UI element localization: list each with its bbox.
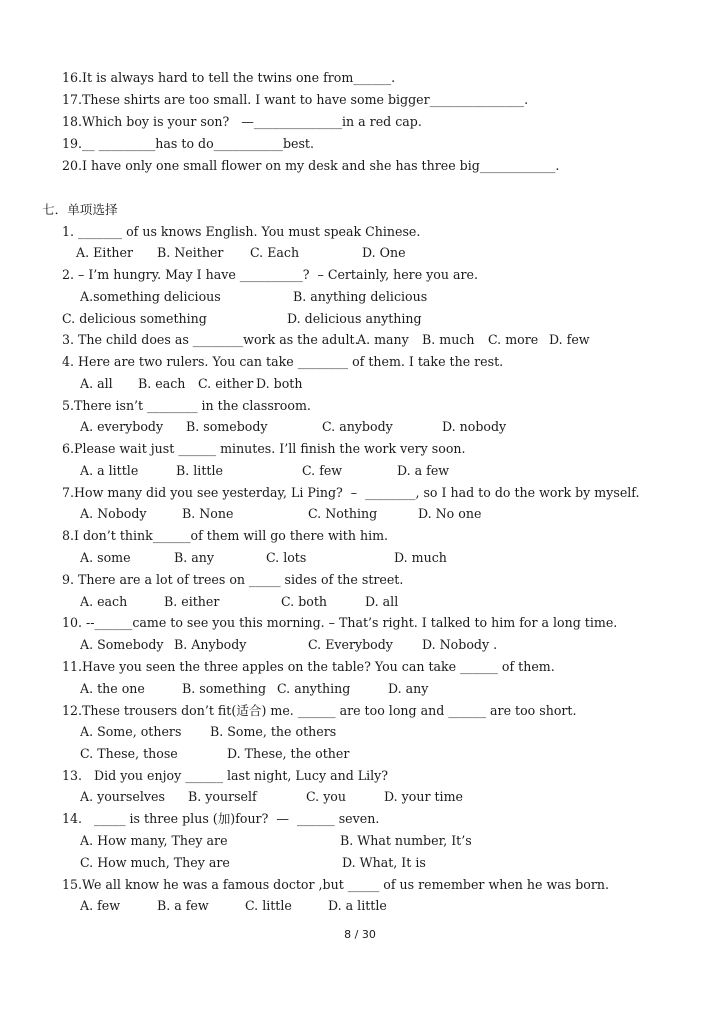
question-1-option-c: C. Each — [250, 245, 300, 260]
question-13-option-c: C. you — [306, 789, 347, 804]
question-14-stem: 14. _____ is three plus (加)four? — ______ seven. — [62, 811, 380, 826]
question-7-option-b: B. None — [182, 506, 234, 521]
question-2-option-d: D. delicious anything — [287, 311, 422, 326]
fill-in-19: 19.__ _________has to do___________best. — [62, 136, 314, 151]
question-9-option-a: A. each — [80, 594, 128, 609]
question-3-option-c: C. more — [488, 332, 539, 347]
question-11-option-a: A. the one — [80, 681, 145, 696]
fill-in-16: 16.It is always hard to tell the twins one from______. — [62, 70, 396, 85]
question-7-option-a: A. Nobody — [80, 506, 147, 521]
question-1-option-b: B. Neither — [157, 245, 224, 260]
question-8-option-c: C. lots — [266, 550, 307, 565]
question-15-option-c: C. little — [245, 898, 292, 913]
question-7-option-c: C. Nothing — [308, 506, 378, 521]
question-10-option-c: C. Everybody — [308, 637, 393, 652]
question-2-option-c: C. delicious something — [62, 311, 207, 326]
question-3-stem: 3. The child does as ________work as the adult. — [62, 332, 359, 347]
question-12-option-b: B. Some, the others — [210, 724, 337, 739]
question-1-stem: 1. _______ of us knows English. You must speak Chinese. — [62, 224, 421, 239]
question-14-option-a: A. How many, They are — [80, 833, 228, 848]
question-8-option-d: D. much — [394, 550, 447, 565]
question-10-option-b: B. Anybody — [174, 637, 247, 652]
question-14-option-c: C. How much, They are — [80, 855, 230, 870]
question-2-option-a: A.something delicious — [80, 289, 221, 304]
question-5-stem: 5.There isn’t ________ in the classroom. — [62, 398, 311, 413]
question-15-option-d: D. a little — [328, 898, 387, 913]
question-12-option-d: D. These, the other — [227, 746, 350, 761]
question-9-option-d: D. all — [365, 594, 399, 609]
question-12-option-a: A. Some, others — [80, 724, 182, 739]
question-14-option-b: B. What number, It’s — [340, 833, 472, 848]
question-4-option-b: B. each — [138, 376, 186, 391]
question-5-option-b: B. somebody — [186, 419, 268, 434]
question-9-option-b: B. either — [164, 594, 220, 609]
question-3-option-a: A. many — [357, 332, 409, 347]
question-11-option-b: B. something — [182, 681, 267, 696]
question-11-option-c: C. anything — [277, 681, 351, 696]
question-9-option-c: C. both — [281, 594, 328, 609]
question-13-option-d: D. your time — [384, 789, 463, 804]
question-3-option-d: D. few — [549, 332, 590, 347]
question-8-option-a: A. some — [80, 550, 131, 565]
question-15-option-b: B. a few — [157, 898, 209, 913]
question-11-option-d: D. any — [388, 681, 429, 696]
fill-in-20: 20.I have only one small flower on my desk and she has three big____________. — [62, 158, 560, 173]
question-5-option-d: D. nobody — [442, 419, 507, 434]
question-8-option-b: B. any — [174, 550, 214, 565]
question-4-option-d: D. both — [256, 376, 303, 391]
question-5-option-a: A. everybody — [80, 419, 164, 434]
question-13-option-b: B. yourself — [188, 789, 257, 804]
question-7-stem: 7.How many did you see yesterday, Li Ping? – ________, so I had to do the work by myself. — [62, 485, 640, 500]
question-6-option-c: C. few — [302, 463, 343, 478]
question-8-stem: 8.I don’t think______of them will go there with him. — [62, 528, 389, 543]
question-13-option-a: A. yourselves — [80, 789, 165, 804]
question-2-option-b: B. anything delicious — [293, 289, 428, 304]
question-1-option-d: D. One — [362, 245, 406, 260]
question-10-option-a: A. Somebody — [80, 637, 164, 652]
question-3-option-b: B. much — [422, 332, 475, 347]
section-title: 七．单项选择 — [42, 202, 118, 217]
question-12-stem: 12.These trousers don’t fit(适合) me. ______ are too long and ______ are too short. — [62, 703, 577, 718]
fill-in-18: 18.Which boy is your son? —______________in a red cap. — [62, 114, 422, 129]
question-1-option-a: A. Either — [76, 245, 133, 260]
question-2-stem: 2. – I’m hungry. May I have __________? – Certainly, here you are. — [62, 267, 478, 282]
question-12-option-c: C. These, those — [80, 746, 178, 761]
question-15-stem: 15.We all know he was a famous doctor ,but _____ of us remember when he was born. — [62, 877, 609, 892]
question-6-option-a: A. a little — [80, 463, 139, 478]
question-6-option-d: D. a few — [397, 463, 450, 478]
question-6-option-b: B. little — [176, 463, 223, 478]
question-11-stem: 11.Have you seen the three apples on the table? You can take ______ of them. — [62, 659, 555, 674]
question-7-option-d: D. No one — [418, 506, 482, 521]
question-9-stem: 9. There are a lot of trees on _____ sides of the street. — [62, 572, 404, 587]
question-10-stem: 10. --______came to see you this morning. – That’s right. I talked to him for a long time. — [62, 615, 618, 630]
question-4-option-c: C. either — [198, 376, 254, 391]
question-4-option-a: A. all — [80, 376, 113, 391]
question-13-stem: 13. Did you enjoy ______ last night, Lucy and Lily? — [62, 768, 389, 783]
question-14-option-d: D. What, It is — [342, 855, 426, 870]
question-6-stem: 6.Please wait just ______ minutes. I’ll finish the work very soon. — [62, 441, 466, 456]
question-4-stem: 4. Here are two rulers. You can take ________ of them. I take the rest. — [62, 354, 504, 369]
page-number: 8 / 30 — [344, 928, 376, 941]
fill-in-17: 17.These shirts are too small. I want to have some bigger_______________. — [62, 92, 529, 107]
question-10-option-d: D. Nobody . — [422, 637, 498, 652]
question-15-option-a: A. few — [80, 898, 120, 913]
question-5-option-c: C. anybody — [322, 419, 393, 434]
